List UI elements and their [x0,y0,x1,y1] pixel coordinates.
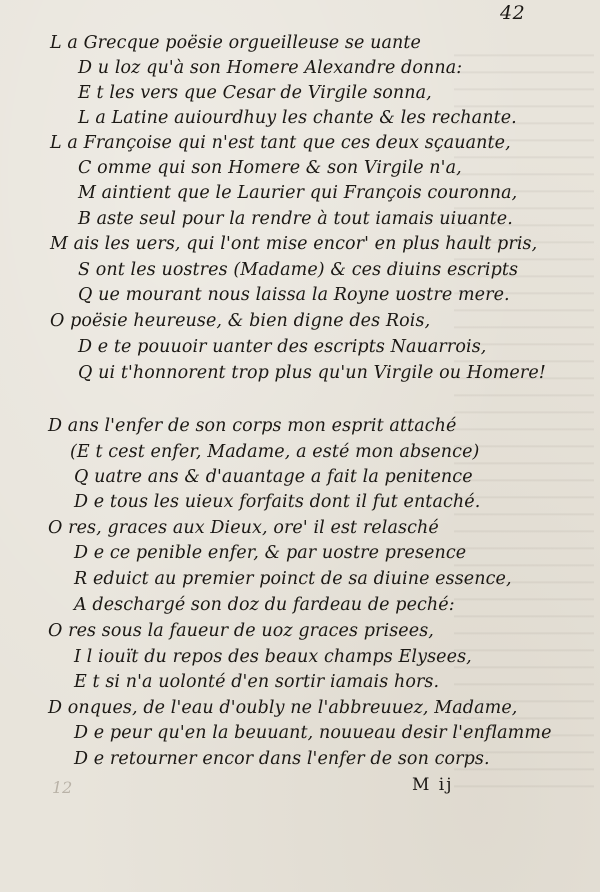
verse-line: O res, graces aux Dieux, ore' il est relasché [48,518,439,538]
verse-line: D e retourner encor dans l'enfer de son corps. [74,749,490,769]
verse-line: D u loz qu'à son Homere Alexandre donna: [78,58,463,78]
verse-line: D e tous les uieux forfaits dont il fut entaché. [74,492,481,512]
verse-line: I l iouït du repos des beaux champs Elysees, [74,647,472,667]
verse-line: (E t cest enfer, Madame, a esté mon absence) [70,442,480,462]
verse-line: O res sous la faueur de uoz graces prisees, [48,621,434,641]
verse-line: D e ce penible enfer, & par uostre presence [74,543,467,563]
verse-line: Q uatre ans & d'auantage a fait la penitence [74,467,473,487]
signature-mark: M ij [412,775,454,795]
verse-line: C omme qui son Homere & son Virgile n'a, [78,158,462,178]
verse-line: D ans l'enfer de son corps mon esprit attaché [48,416,457,436]
verse-line: E t les vers que Cesar de Virgile sonna, [78,83,432,103]
verse-line: D e peur qu'en la beuuant, nouueau desir l'enflamme [74,723,552,743]
verse-line: B aste seul pour la rendre à tout iamais uiuante. [78,209,513,229]
verse-line: M aintient que le Laurier qui François couronna, [78,183,518,203]
verse-line: L a Latine auiourdhuy les chante & les rechante. [78,108,517,128]
verse-line: R eduict au premier poinct de sa diuine essence, [74,569,512,589]
page-number: 42 [500,2,526,24]
verse-line: D onques, de l'eau d'oubly ne l'abbreuuez, Madame, [48,698,518,718]
verse-line: Q ui t'honnorent trop plus qu'un Virgile ou Homere! [78,363,546,383]
verse-line: A deschargé son doz du fardeau de peché: [74,595,455,615]
verse-line: Q ue mourant nous laissa la Royne uostre mere. [78,285,510,305]
verse-line: L a Grecque poësie orgueilleuse se uante [50,33,421,53]
verse-line: O poësie heureuse, & bien digne des Rois, [50,311,431,331]
verse-line: S ont les uostres (Madame) & ces diuins escripts [78,260,519,280]
faint-show-through-mark: 12 [52,778,73,797]
bleed-through-texture [454,40,594,800]
verse-line: D e te pouuoir uanter des escripts Nauarrois, [78,337,487,357]
verse-line: E t si n'a uolonté d'en sortir iamais hors. [74,672,440,692]
verse-line: M ais les uers, qui l'ont mise encor' en plus hault pris, [50,234,538,254]
verse-line: L a Françoise qui n'est tant que ces deux sçauante, [50,133,511,153]
